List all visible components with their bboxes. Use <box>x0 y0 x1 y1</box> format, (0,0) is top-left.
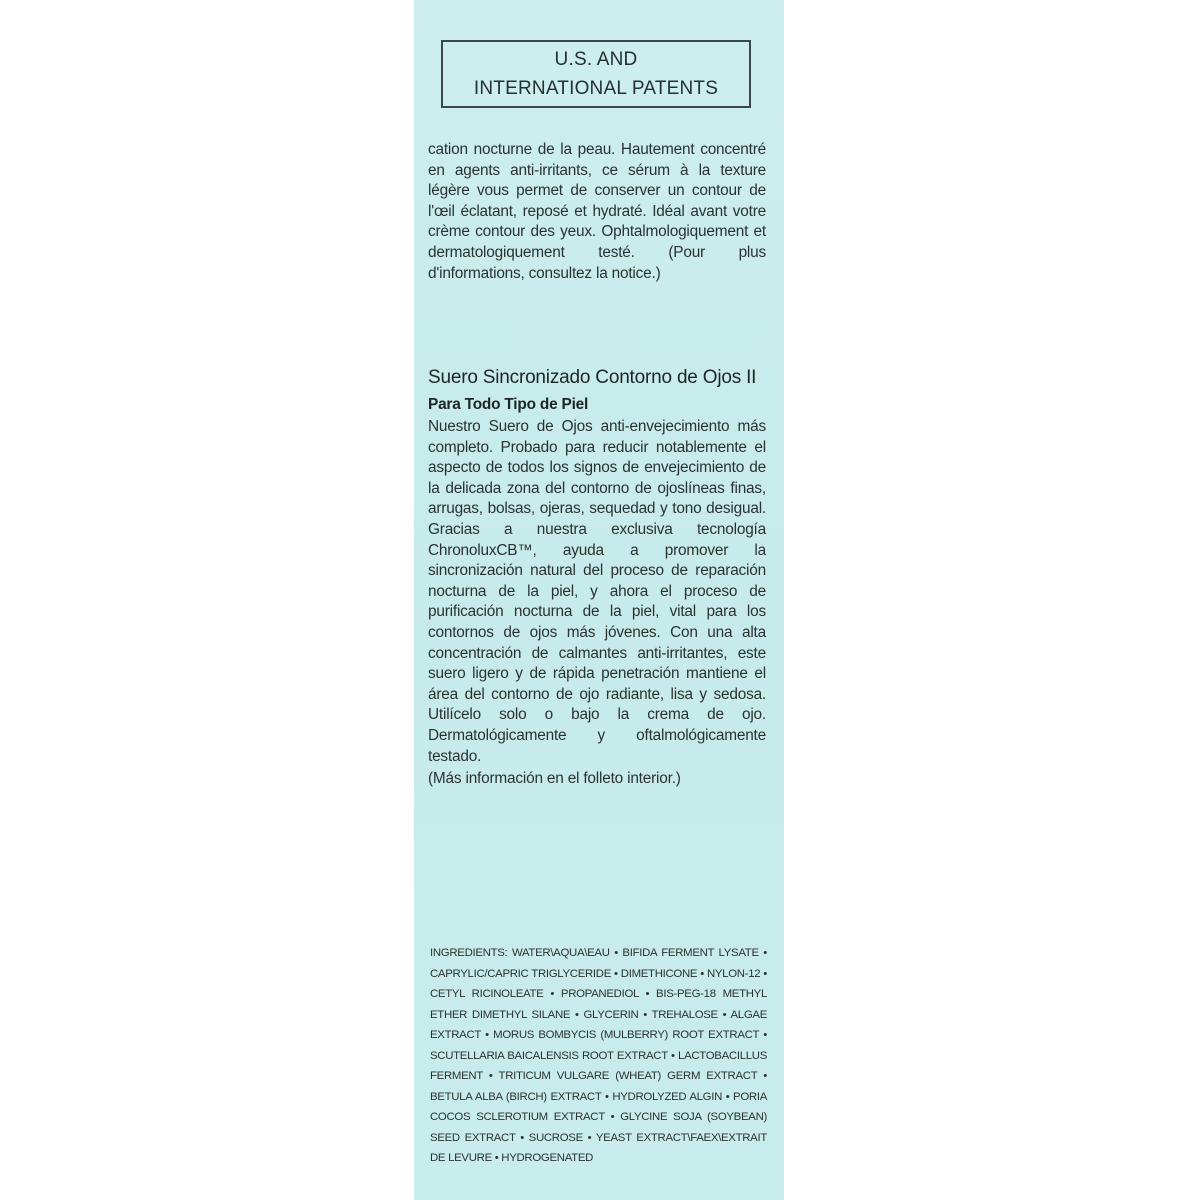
packaging-panel <box>414 0 784 1200</box>
patent-notice <box>474 45 718 103</box>
spanish-leaflet-note: (Más información en el folleto interior.) <box>428 770 681 788</box>
spanish-product-title: Suero Sincronizado Contorno de Ojos II <box>428 367 757 388</box>
patent-line-1: U.S. AND <box>554 49 638 70</box>
ingredients-list: INGREDIENTS: WATER\AQUA\EAU • BIFIDA FERMENT LYSATE • CAPRYLIC/CAPRIC TRIGLYCERIDE • DIMETHICONE • NYLON-12 • CETYL RICINOLEATE • PROPANEDIOL • BIS-PEG-18 METHYL ETHER DIMETHYL SILANE • GLYCERIN • TREHALOSE • ALGAE EXTRACT • MORUS BOMBYCIS (MULBERRY) ROOT EXTRACT • SCUTELLARIA BAICALENSIS ROOT EXTRACT • LACTOBACILLUS FERMENT • TRITICUM VULGARE (WHEAT) GERM EXTRACT • BETULA ALBA (BIRCH) EXTRACT • HYDROLYZED ALGIN • PORIA COCOS SCLEROTIUM EXTRACT • GLYCINE SOJA (SOYBEAN) SEED EXTRACT • SUCROSE • YEAST EXTRACT\FAEX\EXTRAIT DE LEVURE • HYDROGENATED <box>430 947 767 1164</box>
spanish-section <box>428 367 766 790</box>
patent-notice-box <box>441 40 751 108</box>
spanish-skin-type: Para Todo Tipo de Piel <box>428 396 589 413</box>
patent-line-2: INTERNATIONAL PATENTS <box>473 78 719 99</box>
spanish-description: Nuestro Suero de Ojos anti-envejecimiento más completo. Probado para reducir notablemente el aspecto de todos los signos de envejecimiento de la delicada zona del contorno de ojoslíneas finas, arrugas, bolsas, ojeras, sequedad y tono desigual. Gracias a nuestra exclusiva tecnología ChronoluxCB™, ayuda a promover la sincronización natural del proceso de reparación nocturna de la piel, y ahora el proceso de purificación nocturna de la piel, vital para los contornos de ojos más jóvenes. Con una alta concentración de calmantes anti-irritantes, este suero ligero y de rápida penetración mantiene el área del contorno de ojo radiante, lisa y sedosa. Utilícelo solo o bajo la crema de ojo. Dermatológicamente y oftalmológicamente testado. <box>428 418 766 765</box>
french-description: cation nocturne de la peau. Hautement concentré en agents anti-irritants, ce sérum à la texture légère vous permet de conserver un contour de l'œil éclatant, reposé et hydraté. Idéal avant votre crème contour des yeux. Ophtalmologiquement et dermatologiquement testé. (Pour plus d'informations, consultez la notice.) <box>428 141 766 282</box>
